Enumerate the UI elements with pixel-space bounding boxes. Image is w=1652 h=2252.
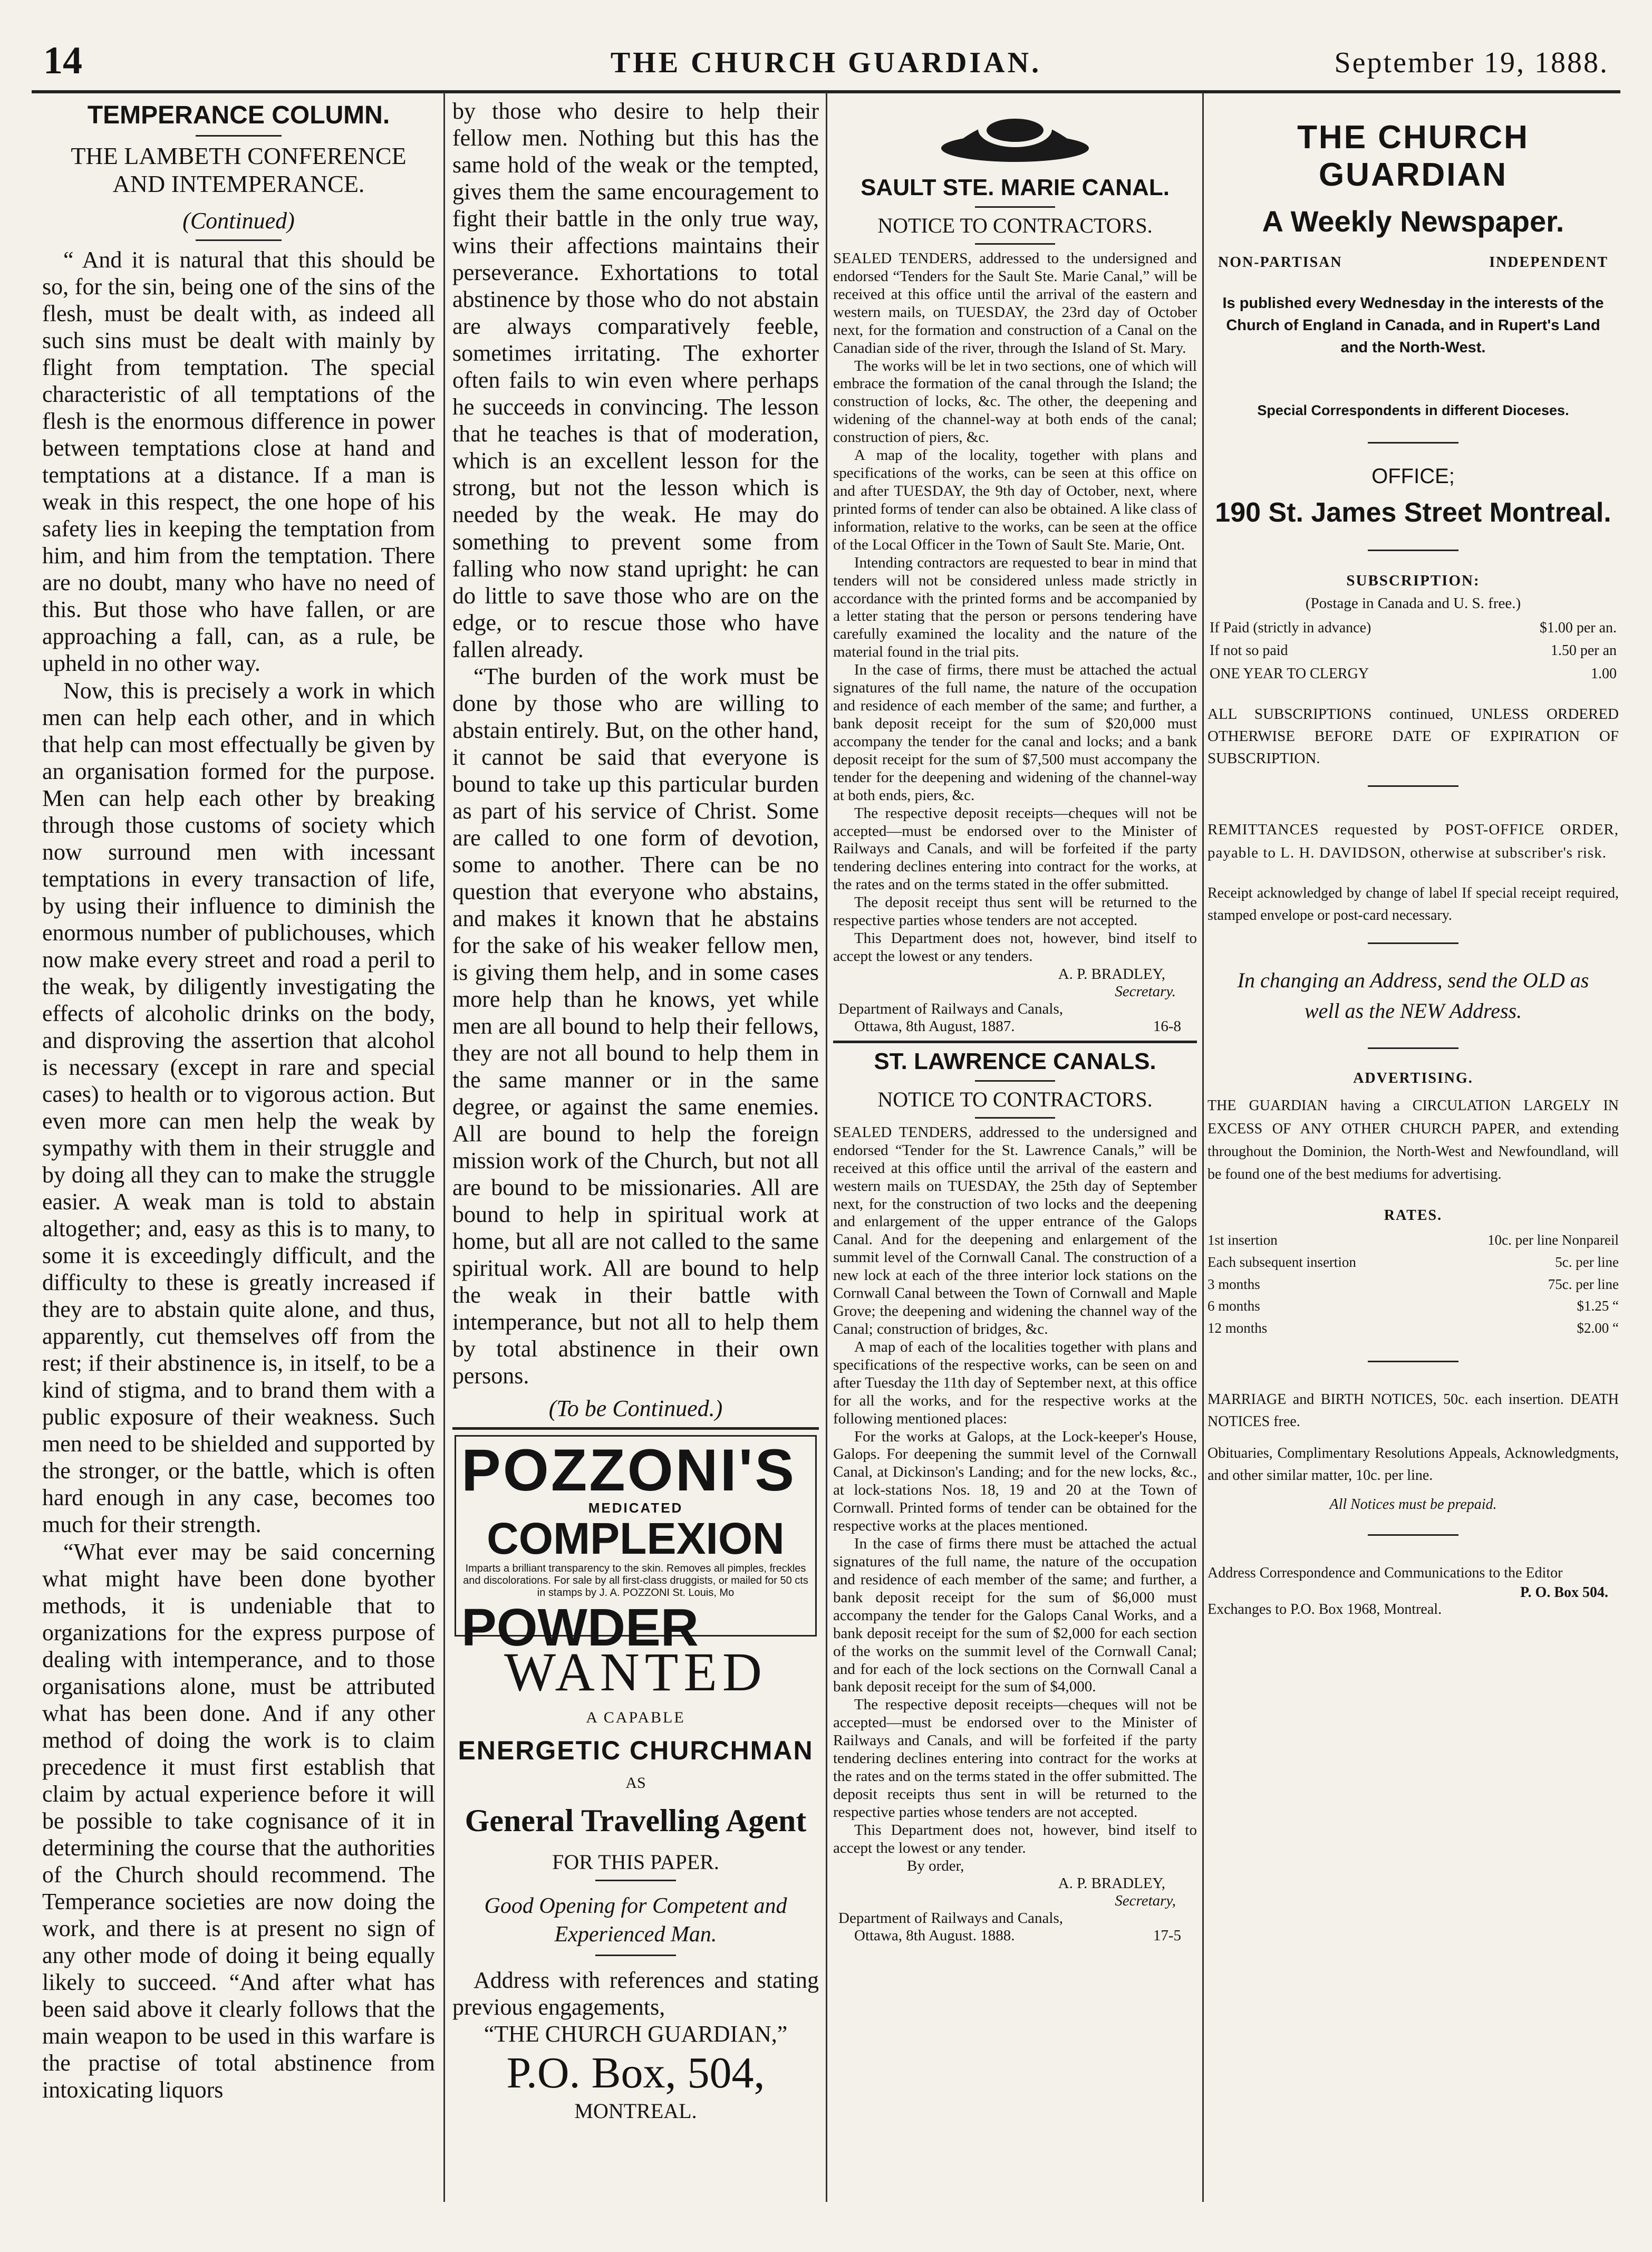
wanted-line: FOR THIS PAPER. [552, 1850, 719, 1874]
notice-place-date: Ottawa, 8th August, 1887. [854, 1017, 1015, 1035]
ad-rate-label: 1st insertion [1207, 1231, 1278, 1248]
divider [196, 135, 282, 137]
correspondence-note: Address Correspondence and Communications to the Editor [1207, 1565, 1563, 1582]
notice-paragraph: Intending contractors are requested to bear in mind that tenders will not be considered unless made strictly in accordance with the printed forms and be accompanied by a letter stating that the person or persons tendering have carefully examined the locality and the nature of the material found in the trial pits. [833, 554, 1197, 661]
pozzoni-brand: POZZONI'S [461, 1437, 797, 1503]
rate-row [1210, 662, 1617, 685]
exchanges-note: Exchanges to P.O. Box 1968, Montreal. [1207, 1601, 1442, 1618]
notice-paragraph: The respective deposit receipts—cheques will not be accepted—must be endorsed over to the Minister of Railways and Canals, and will be forfeited if the party tendering declines entering into contract for the works at the rates and on the terms stated in the offer submitted. The deposit receipts thus sent in will be returned to the respective parties whose tenders are not accepted. [833, 1696, 1197, 1821]
masthead-title: THE CHURCH GUARDIAN [1297, 119, 1529, 193]
notice-signer-title: Secretary, [1115, 1892, 1176, 1909]
wanted-advertisement [452, 1641, 819, 2123]
receipt-note: Receipt acknowledged by change of label If special receipt required, stamped envelope or post-card necessary. [1207, 885, 1619, 924]
ad-rate-label: Each subsequent insertion [1207, 1254, 1356, 1270]
masthead-subtitle: A Weekly Newspaper. [1262, 205, 1564, 238]
continuation-notice: ALL SUBSCRIPTIONS continued, UNLESS ORDERED OTHERWISE BEFORE DATE OF EXPIRATION OF SUBSCRIPTION. [1207, 706, 1619, 767]
ad-rate-value: 5c. per line [1555, 1254, 1619, 1270]
ad-rate-row [1207, 1295, 1619, 1317]
divider [1368, 1047, 1458, 1049]
notice-signer: A. P. BRADLEY, [1058, 1874, 1165, 1892]
divider [1368, 1534, 1458, 1536]
office-address: 190 St. James Street Montreal. [1215, 497, 1611, 528]
subscription-rates [1207, 617, 1619, 685]
paragraph: Now, this is precisely a work in which men can help each other, and in which that help can most effectually be given by an organisation formed for the purpose. Men can help each other by breaking through those customs of society which now surround men with incessant temptations in every transaction of life, by using their influence to diminish the enormous number of publichouses, which now make every street and road a peril to the weak, by diligently investigating the effects of alcoholic drinks on the body, and disproving the assertion that alcohol is necessary (except in rare and special cases) to health or to vigorous action. But even more can men help the weak by sympathy with them in their struggle and by doing all they can to make the struggle easier. A weak man is told to abstain altogether; and, easy as this is to many, to some it is exceedingly difficult, and the difficulty to these is greatly increased if they are to abstain quite alone, and thus, apparently, cut themselves off from the rest; if their abstinence is, in itself, to be a kind of stigma, and to brand them with a public exposure of their weakness. Such men need to be shielded and supported by the stronger, or the battle, which is often hard enough in any case, becomes too much for their strength. [42, 677, 435, 1538]
divider [196, 239, 282, 241]
page-number: 14 [43, 39, 82, 82]
notice-paragraph: The works will be let in two sections, one of which will embrace the formation of the canal through the Island; the construction of locks, &c. The other, the deepening and widening of the channel-way at both ends of the canal; construction of piers, &c. [833, 357, 1197, 446]
independent-tag: INDEPENDENT [1489, 254, 1608, 271]
divider [975, 243, 1055, 245]
wanted-heading: WANTED [504, 1641, 767, 1702]
rate-value: 1.00 [1591, 665, 1617, 682]
notice-by-order: By order, [907, 1857, 964, 1874]
notice-department: Department of Railways and Canals, [838, 1909, 1064, 1927]
divider [595, 1955, 676, 1956]
ad-rate-value: 75c. per line [1548, 1276, 1619, 1292]
column-rule [443, 92, 445, 2202]
prepaid-note: All Notices must be prepaid. [1329, 1496, 1497, 1513]
article-title: THE LAMBETH CONFERENCE [71, 142, 407, 169]
remittances-note: REMITTANCES requested by POST-OFFICE ORDER, payable to L. H. DAVIDSON, otherwise at subscriber's risk. [1207, 821, 1619, 861]
notice-title: SAULT STE. MARIE CANAL. [861, 175, 1170, 200]
divider [1368, 1361, 1458, 1362]
divider [975, 206, 1055, 208]
rates-heading: RATES. [1384, 1207, 1443, 1224]
wanted-line: ENERGETIC CHURCHMAN [458, 1735, 814, 1765]
powder-label: POWDER [461, 1597, 699, 1657]
medicated-label: MEDICATED [588, 1499, 683, 1516]
address-change-note: In changing an Address, send the OLD as well as the NEW Address. [1237, 968, 1589, 1023]
ad-rate-label: 12 months [1207, 1320, 1268, 1336]
rate-label: If Paid (strictly in advance) [1210, 619, 1371, 636]
notice-paragraph: A map of each of the localities together with plans and specifications of the respective works, can be seen on and after Tuesday the 11th day of September next, at this office for all the works, and for the respective works at the following mentioned places: [833, 1338, 1197, 1427]
notice-paragraph: SEALED TENDERS, addressed to the undersigned and endorsed “Tender for the St. Lawrence Canals,” will be received at this office until the arrival of the eastern and western mails on TUESDAY, the 25th day of September next, for the construction of two locks and the deepening and enlargement of the upper entrance of the Galops Canal. And for the deepening and enlargement of the summit level of the Cornwall Canal. The construction of a new lock at each of the three interior lock stations on the Cornwall Canal between the Town of Cornwall and Maple Grove; the deepening and widening the channel way of the Canal; construction of bridges, &c. [833, 1123, 1197, 1338]
issue-date: September 19, 1888. [1334, 46, 1609, 79]
notice-paragraph: This Department does not, however, bind itself to accept the lowest or any tenders. [833, 930, 1197, 965]
rate-label: If not so paid [1210, 642, 1288, 659]
correspondents-note: Special Correspondents in different Dioceses. [1257, 402, 1569, 419]
ad-rate-row [1207, 1229, 1619, 1252]
paragraph: “What ever may be said concerning what might have been done byother methods, it is undeniable that to organizations for the express purpose of dealing with intemperance, and to those organisations alone, must be attributed what has been done. And if any other method of doing the work is to claim precedence it must first establish that claim by actual experience before it will be possible to take cognisance of it in determining the course that the authorities of the Church should recommend. The Temperance societies are now doing the work, and there is at present no sign of any other mode of doing it being equally likely to succeed. “And after what has been said above it clearly follows that the main weapon to be used in this warfare is the practise of total abstinence from intoxicating liquors [42, 1538, 435, 2103]
complexion-label: COMPLEXION [487, 1513, 785, 1563]
rate-row [1210, 639, 1617, 662]
ad-rates [1207, 1229, 1619, 1340]
ad-rate-row [1207, 1317, 1619, 1340]
notice-place-date: Ottawa, 8th August. 1888. [854, 1927, 1015, 1944]
notices-rates: MARRIAGE and BIRTH NOTICES, 50c. each insertion. DEATH NOTICES free. [1207, 1391, 1619, 1430]
notice-code: 17-5 [1153, 1927, 1181, 1944]
paper-title: THE CHURCH GUARDIAN. [610, 46, 1042, 79]
page-header [32, 40, 1620, 93]
notice-paragraph: This Department does not, however, bind itself to accept the lowest or any tender. [833, 1821, 1197, 1856]
second-column [452, 98, 819, 2202]
notice-paragraph: In the case of firms, there must be attached the actual signatures of the full name, the nature of the occupation and residence of each member of the same; and further, a bank deposit receipt for the sum of $20,000 must accompany the tender for the canal and locks; and a bank deposit receipt for the sum of $7,500 must accompany the tender for the deepening and widening of the channel-way at both ends, piers, &c. [833, 661, 1197, 804]
article-title-line-2: AND INTEMPERANCE. [112, 170, 365, 197]
advertising-text: THE GUARDIAN having a CIRCULATION LARGELY IN EXCESS OF ANY OTHER CHURCH PAPER, and extending throughout the Dominion, the North-West and Newfoundland, will be found one of the best mediums for advertising. [1207, 1098, 1619, 1183]
ad-rate-value: $1.25 “ [1577, 1298, 1619, 1314]
office-label: OFFICE; [1371, 464, 1455, 488]
column-rule [1202, 92, 1204, 2202]
notice-department: Department of Railways and Canals, [838, 1000, 1064, 1017]
notices-column [833, 98, 1197, 2202]
postage-note: (Postage in Canada and U. S. free.) [1305, 594, 1521, 612]
notice-footer [833, 1018, 1197, 1035]
wanted-line: Address with references and stating previous engagements, [452, 1967, 819, 2020]
notice-footer [833, 1927, 1197, 1945]
divider [833, 1041, 1197, 1043]
notice-paragraph: The deposit receipt thus sent will be returned to the respective parties whose tenders are not accepted. [833, 894, 1197, 929]
wanted-line: Good Opening for Competent and Experienced Man. [484, 1893, 787, 1947]
ad-rate-row [1207, 1274, 1619, 1296]
pozzoni-advertisement [455, 1435, 817, 1657]
rate-label: ONE YEAR TO CLERGY [1210, 665, 1369, 682]
notice-title: ST. LAWRENCE CANALS. [874, 1048, 1156, 1074]
divider [975, 1117, 1055, 1119]
divider [1368, 785, 1458, 787]
divider [1368, 942, 1458, 944]
advertising-heading: ADVERTISING. [1353, 1070, 1473, 1087]
divider [1368, 442, 1458, 444]
rate-value: $1.00 per an. [1539, 619, 1617, 636]
divider [975, 1080, 1055, 1082]
po-box: P. O. Box 504. [1520, 1584, 1608, 1601]
divider [595, 1880, 676, 1881]
ad-rate-row [1207, 1252, 1619, 1274]
rate-row [1210, 617, 1617, 639]
rate-value: 1.50 per an [1550, 642, 1617, 659]
column-rule [826, 92, 827, 2202]
notice-paragraph: A map of the locality, together with plans and specifications of the works, can be seen at this office on and after TUESDAY, the 9th day of October, next, where printed forms of tender can also be obtained. A like class of information, relative to the works, can be seen at the office of the Local Officer in the Town of Sault Ste. Marie, Ont. [833, 447, 1197, 553]
notice-paragraph: In the case of firms there must be attached the actual signatures of the full name, the nature of the occupation and residence of each member of the same; and further, a bank deposit receipt for the sum of $6,000 must accompany the tender for the Galops Canal Works, and a bank deposit receipt for the sum of $2,000 for each section of the works on the summit level of the Cornwall Canal; and for each of the lock sections on the Cornwall Canal a bank deposit receipt for the sum of $4,000. [833, 1535, 1197, 1696]
wanted-line: A CAPABLE [586, 1708, 685, 1726]
divider [1368, 550, 1458, 551]
subscription-heading: SUBSCRIPTION: [1346, 572, 1480, 589]
divider [452, 1427, 819, 1430]
wanted-line: AS [625, 1774, 646, 1792]
ad-rate-label: 6 months [1207, 1298, 1260, 1314]
notice-paragraph: The respective deposit receipts—cheques will not be accepted—must be endorsed over to the Minister of Railways and Canals, and will be forfeited if the party tendering declines entering into contract for the works, at the rates and on the terms stated in the offer submitted. [833, 804, 1197, 893]
ad-rate-label: 3 months [1207, 1276, 1260, 1292]
notice-signer-title: Secretary. [1115, 983, 1176, 1000]
paragraph: “ And it is natural that this should be so, for the sin, being one of the sins of the flesh, must be dealt with, as indeed all such sins must be dealt with mainly by flight from temptation. The special characteristic of all temptations of the flesh is the enormous difference in power between temptations close at hand and temptations at a distance. If a man is weak in this respect, the one hope of his safety lies in keeping the temptation from him, and him from the temptation. There are no doubt, many who have no need of this. But those who have fallen, or are approaching a fall, can, as a rule, be upheld in no other way. [42, 247, 435, 677]
notice-code: 16-8 [1153, 1017, 1181, 1035]
wanted-line: MONTREAL. [574, 2099, 697, 2123]
masthead-column [1207, 98, 1619, 2202]
wanted-line: General Travelling Agent [465, 1803, 807, 1838]
beaver-emblem-icon [936, 98, 1094, 171]
notice-paragraph: For the works at Galops, at the Lock-keeper's House, Galops. For deepening the summit level of the Cornwall Canal, at Dickinson's Landing; and for the new locks, &c., at lock-stations Nos. 18, 19 and 20 at the Town of Cornwall. Printed forms of tender can be obtained for the respective works at the places mentioned. [833, 1428, 1197, 1535]
to-be-continued: (To be Continued.) [548, 1395, 723, 1421]
ad-rate-value: 10c. per line Nonpareil [1487, 1231, 1619, 1248]
continued-label: (Continued) [182, 208, 295, 234]
masthead-tags [1207, 238, 1619, 271]
wanted-line: “THE CHURCH GUARDIAN,” [484, 2020, 788, 2047]
masthead-description: Is published every Wednesday in the interests of the Church of England in Canada, and in Rupert's Land and the North-West. [1222, 295, 1604, 357]
temperance-column [42, 98, 435, 2202]
paragraph: “The burden of the work must be done by those who are willing to abstain entirely. But, on the other hand, it cannot be said that everyone is bound to take up this particular burden as part of his service of Christ. Some are called to one form of devotion, some to another. There can be no question that everyone who abstains, and makes it known that he abstains for the sake of his weaker fellow men, is giving them help, and in some cases more help than he knows, yet while men are all bound to help their fellows, they are not all bound to help them in the same manner or in the same degree, or against the same enemies. All are bound to help the foreign mission work of the Church, but not all are bound to be missionaries. All are bound to help in spiritual work at home, but all are not called to the same spiritual work. All are bound to help the weak in their battle with intemperance, but not all to help them by total abstinence in their own persons. [452, 663, 819, 1389]
wanted-line: P.O. Box, 504, [506, 2048, 765, 2097]
notice-subtitle: NOTICE TO CONTRACTORS. [877, 214, 1153, 237]
notice-subtitle: NOTICE TO CONTRACTORS. [877, 1087, 1153, 1111]
column-title: TEMPERANCE COLUMN. [87, 101, 390, 129]
paragraph: by those who desire to help their fellow men. Nothing but this has the same hold of the weak or the tempted, gives them the same encouragement to fight their battle in the only true way, wins their affections maintains their perseverance. Exhortations to total abstinence by those who do not abstain are always comparatively feeble, sometimes irritating. The exhorter often fails to win even where perhaps he succeeds in convincing. The lesson that he teaches is that of moderation, which is an excellent lesson for the strong, but not the lesson which is needed by the weak. He may do something to prevent some from falling who now stand upright: he can do little to save those who are on the edge, or to rescue those who have fallen already. [452, 98, 819, 662]
ad-rate-value: $2.00 “ [1577, 1320, 1619, 1336]
notice-signer: A. P. BRADLEY, [1058, 965, 1165, 983]
notice-paragraph: SEALED TENDERS, addressed to the undersigned and endorsed “Tenders for the Sault Ste. Marie Canal,” will be received at this office until the arrival of the eastern and western mails, on TUESDAY, the 23rd day of October next, for the formation and construction of a Canal on the Canadian side of the river, through the Island of St. Mary. [833, 250, 1197, 357]
pozzoni-blurb: Imparts a brilliant transparency to the skin. Removes all pimples, freckles and discolorations. For sale by all first-class druggists, or mailed for 50 cts in stamps by J. A. POZZONI St. Louis, Mo [463, 1562, 808, 1599]
obituaries-rates: Obituaries, Complimentary Resolutions Appeals, Acknowledgments, and other similar matter, 10c. per line. [1207, 1445, 1619, 1484]
non-partisan-tag: NON-PARTISAN [1218, 254, 1342, 271]
